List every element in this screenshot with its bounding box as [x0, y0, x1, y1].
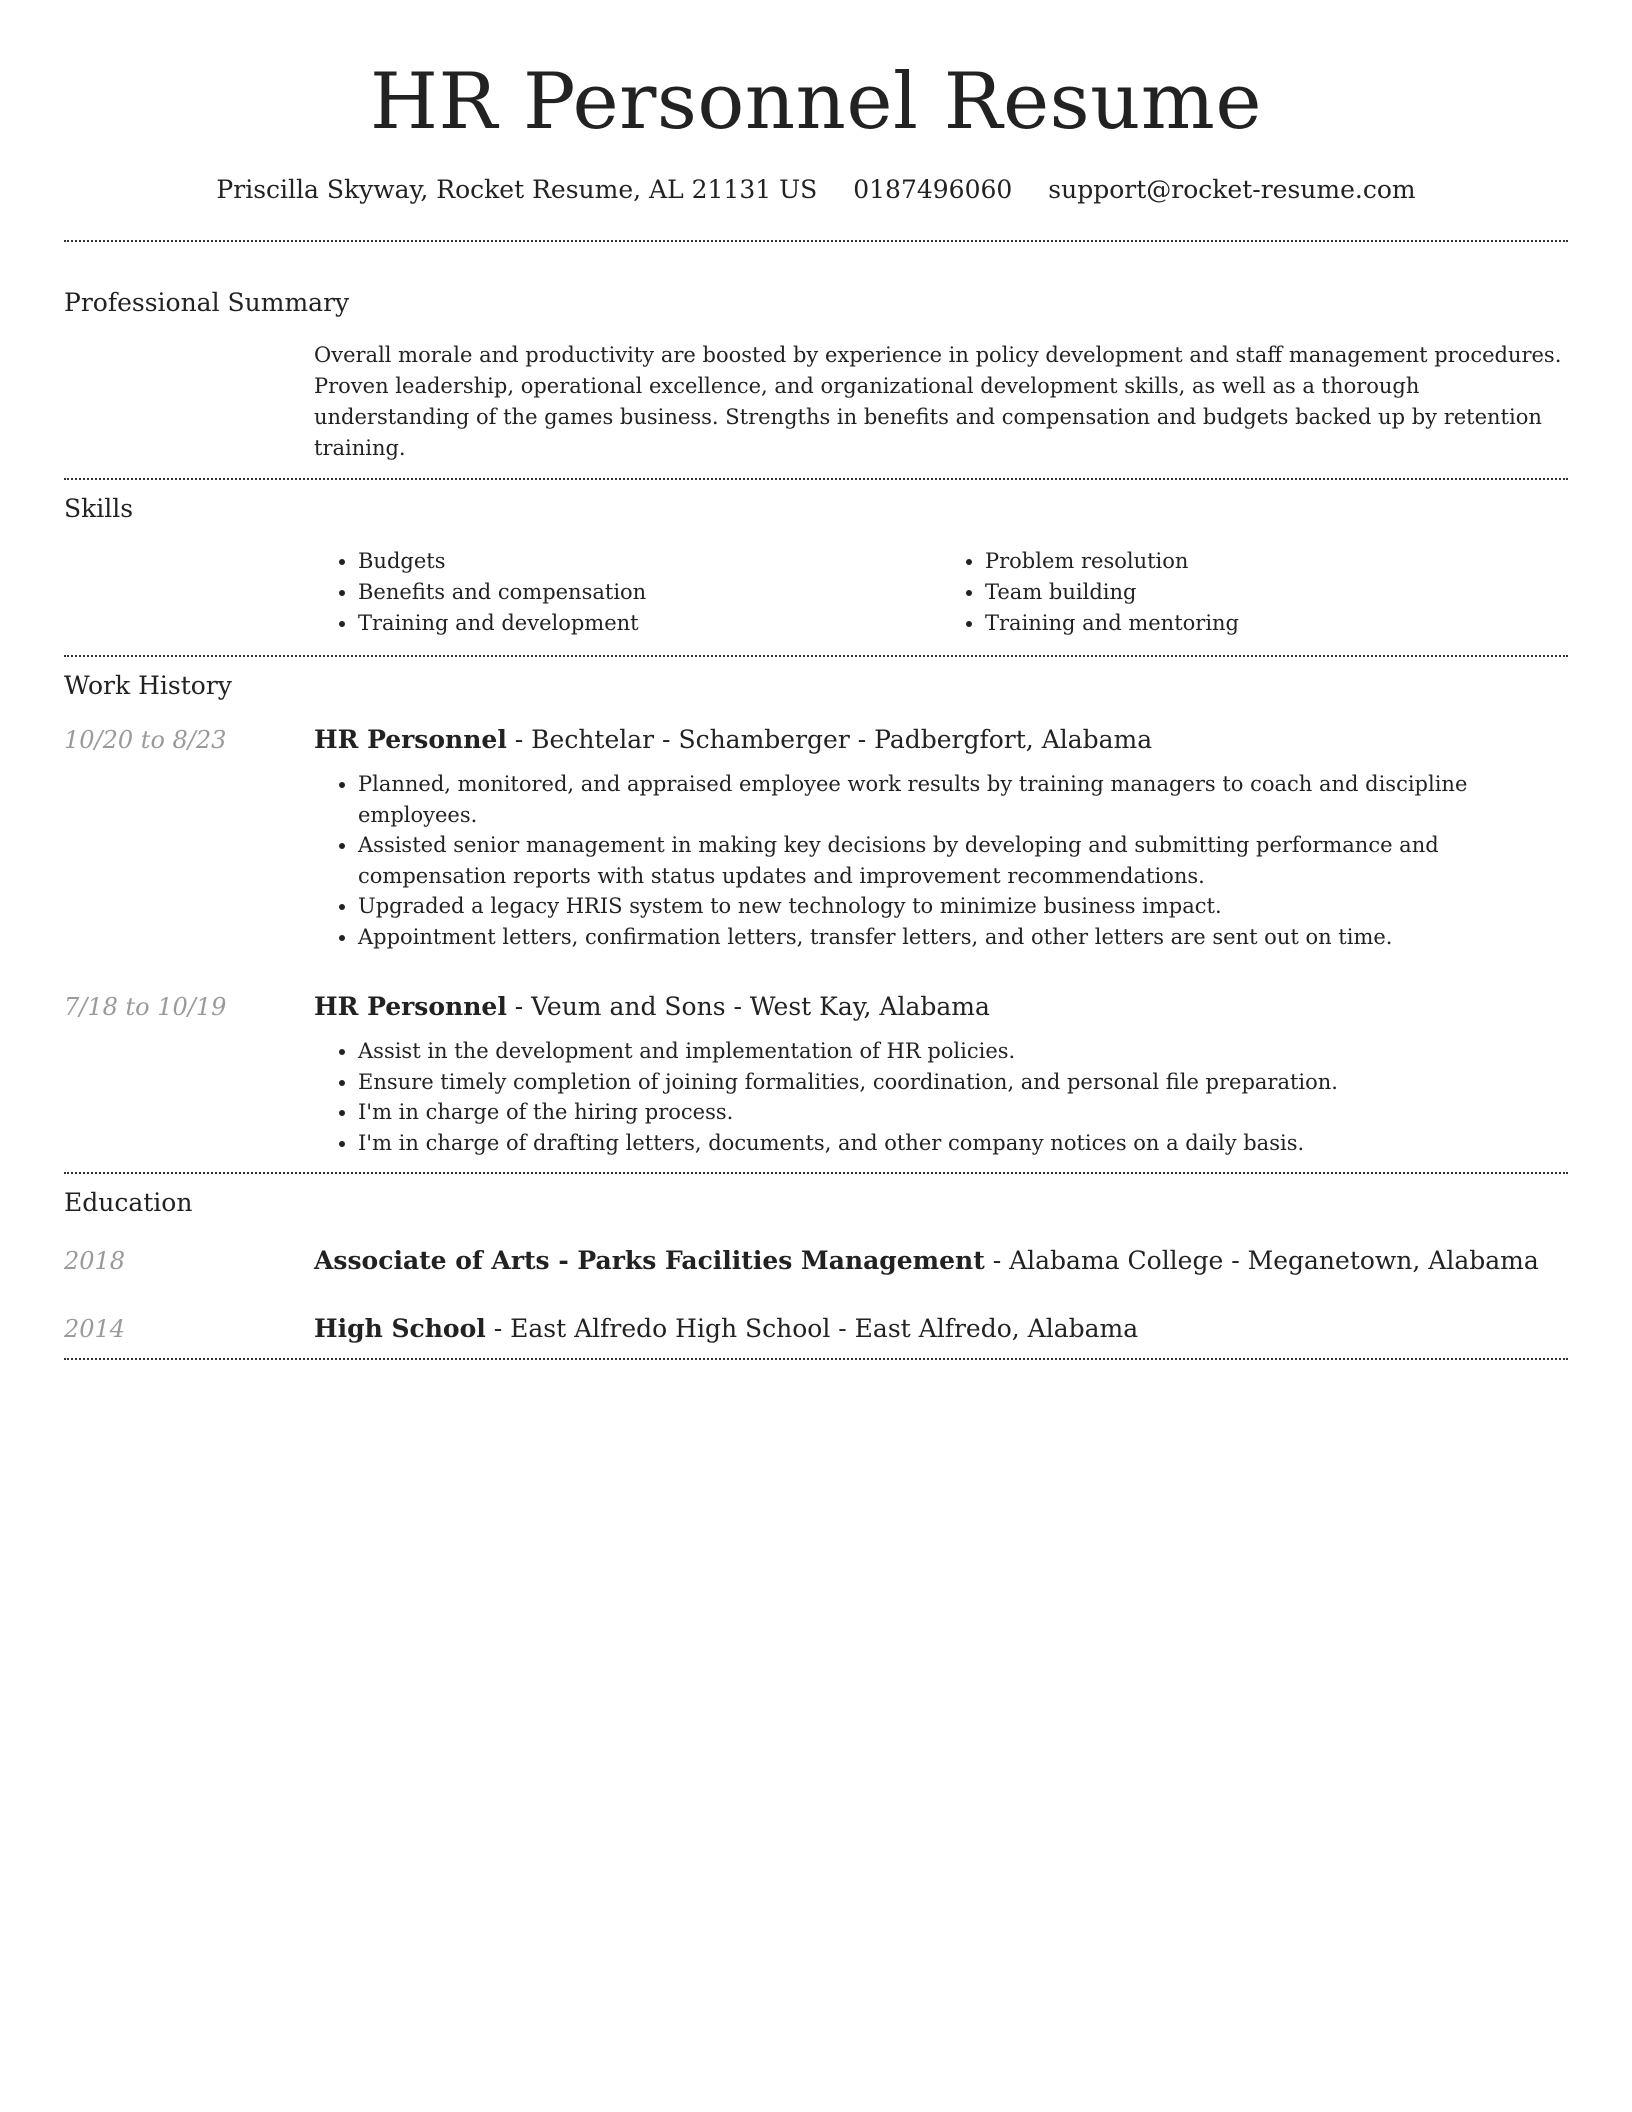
divider: [64, 1172, 1568, 1174]
education-entry: [64, 1244, 1568, 1278]
skill-item: • Benefits and compensation: [358, 577, 941, 608]
education-degree: High School: [314, 1314, 486, 1343]
job-entry: [64, 990, 1568, 1024]
job-entry: [64, 723, 1568, 757]
education-section: [64, 1186, 1568, 1346]
job-bullet: • Ensure timely completion of joining formalities, coordination, and personal file preparation.: [358, 1067, 1568, 1098]
job-bullet: • I'm in charge of the hiring process.: [358, 1097, 1568, 1128]
job-dates: 7/18 to 10/19: [64, 993, 227, 1021]
education-year: 2018: [64, 1247, 126, 1275]
job-bullets: [314, 1036, 1568, 1158]
skills-section: [64, 492, 1568, 655]
job-dates: 10/20 to 8/23: [64, 726, 227, 754]
job-bullet: • Appointment letters, confirmation letters, transfer letters, and other letters are sent out on time.: [358, 922, 1568, 953]
skills-list: [314, 546, 1568, 639]
skill-item: • Team building: [985, 577, 1568, 608]
education-details: - Alabama College - Meganetown, Alabama: [984, 1246, 1539, 1275]
contact-phone: 0187496060: [853, 175, 1013, 204]
job-bullet: • Planned, monitored, and appraised employee work results by training managers to coach and discipline employees.: [358, 769, 1568, 830]
job-bullet: • Assist in the development and implementation of HR policies.: [358, 1036, 1568, 1067]
education-year: 2014: [64, 1315, 126, 1343]
contact-email: support@rocket-resume.com: [1048, 175, 1416, 204]
education-entry: [64, 1312, 1568, 1346]
divider: [64, 478, 1568, 480]
summary-heading: Professional Summary: [64, 288, 350, 317]
education-degree: Associate of Arts - Parks Facilities Management: [314, 1246, 985, 1275]
job-bullet: • Assisted senior management in making key decisions by developing and submitting performance and compensation reports with status updates and improvement recommendations.: [358, 830, 1568, 891]
contact-line: [64, 172, 1568, 208]
divider: [64, 1358, 1568, 1360]
skills-heading: Skills: [64, 494, 134, 523]
job-title: HR Personnel: [314, 992, 507, 1021]
skill-item: • Training and mentoring: [985, 608, 1568, 639]
skills-column-left: [314, 546, 941, 639]
education-details: - East Alfredo High School - East Alfredo, Alabama: [485, 1314, 1139, 1343]
skills-column-right: [941, 546, 1568, 639]
job-bullet: • I'm in charge of drafting letters, documents, and other company notices on a daily basis.: [358, 1128, 1568, 1159]
contact-address: Priscilla Skyway, Rocket Resume, AL 21131 US: [216, 175, 818, 204]
work-heading: Work History: [64, 671, 232, 700]
summary-section: [64, 286, 1568, 478]
summary-text: Overall morale and productivity are boosted by experience in policy development and staff management procedures. Proven leadership, operational excellence, and organizational development skills, as well as a thorough understanding of the games business. Strengths in benefits and compensation and budgets backed up by retention training.: [314, 343, 1562, 460]
divider: [64, 655, 1568, 657]
skill-item: • Training and development: [358, 608, 941, 639]
job-details: - Veum and Sons - West Kay, Alabama: [506, 992, 990, 1021]
job-title: HR Personnel: [314, 725, 507, 754]
skill-item: • Budgets: [358, 546, 941, 577]
job-details: - Bechtelar - Schamberger - Padbergfort, Alabama: [506, 725, 1153, 754]
job-bullets: [314, 769, 1568, 952]
job-bullet: • Upgraded a legacy HRIS system to new technology to minimize business impact.: [358, 891, 1568, 922]
divider: [64, 240, 1568, 242]
resume-title: HR Personnel Resume: [369, 57, 1263, 147]
skill-item: • Problem resolution: [985, 546, 1568, 577]
education-heading: Education: [64, 1188, 193, 1217]
work-section: [64, 669, 1568, 1172]
